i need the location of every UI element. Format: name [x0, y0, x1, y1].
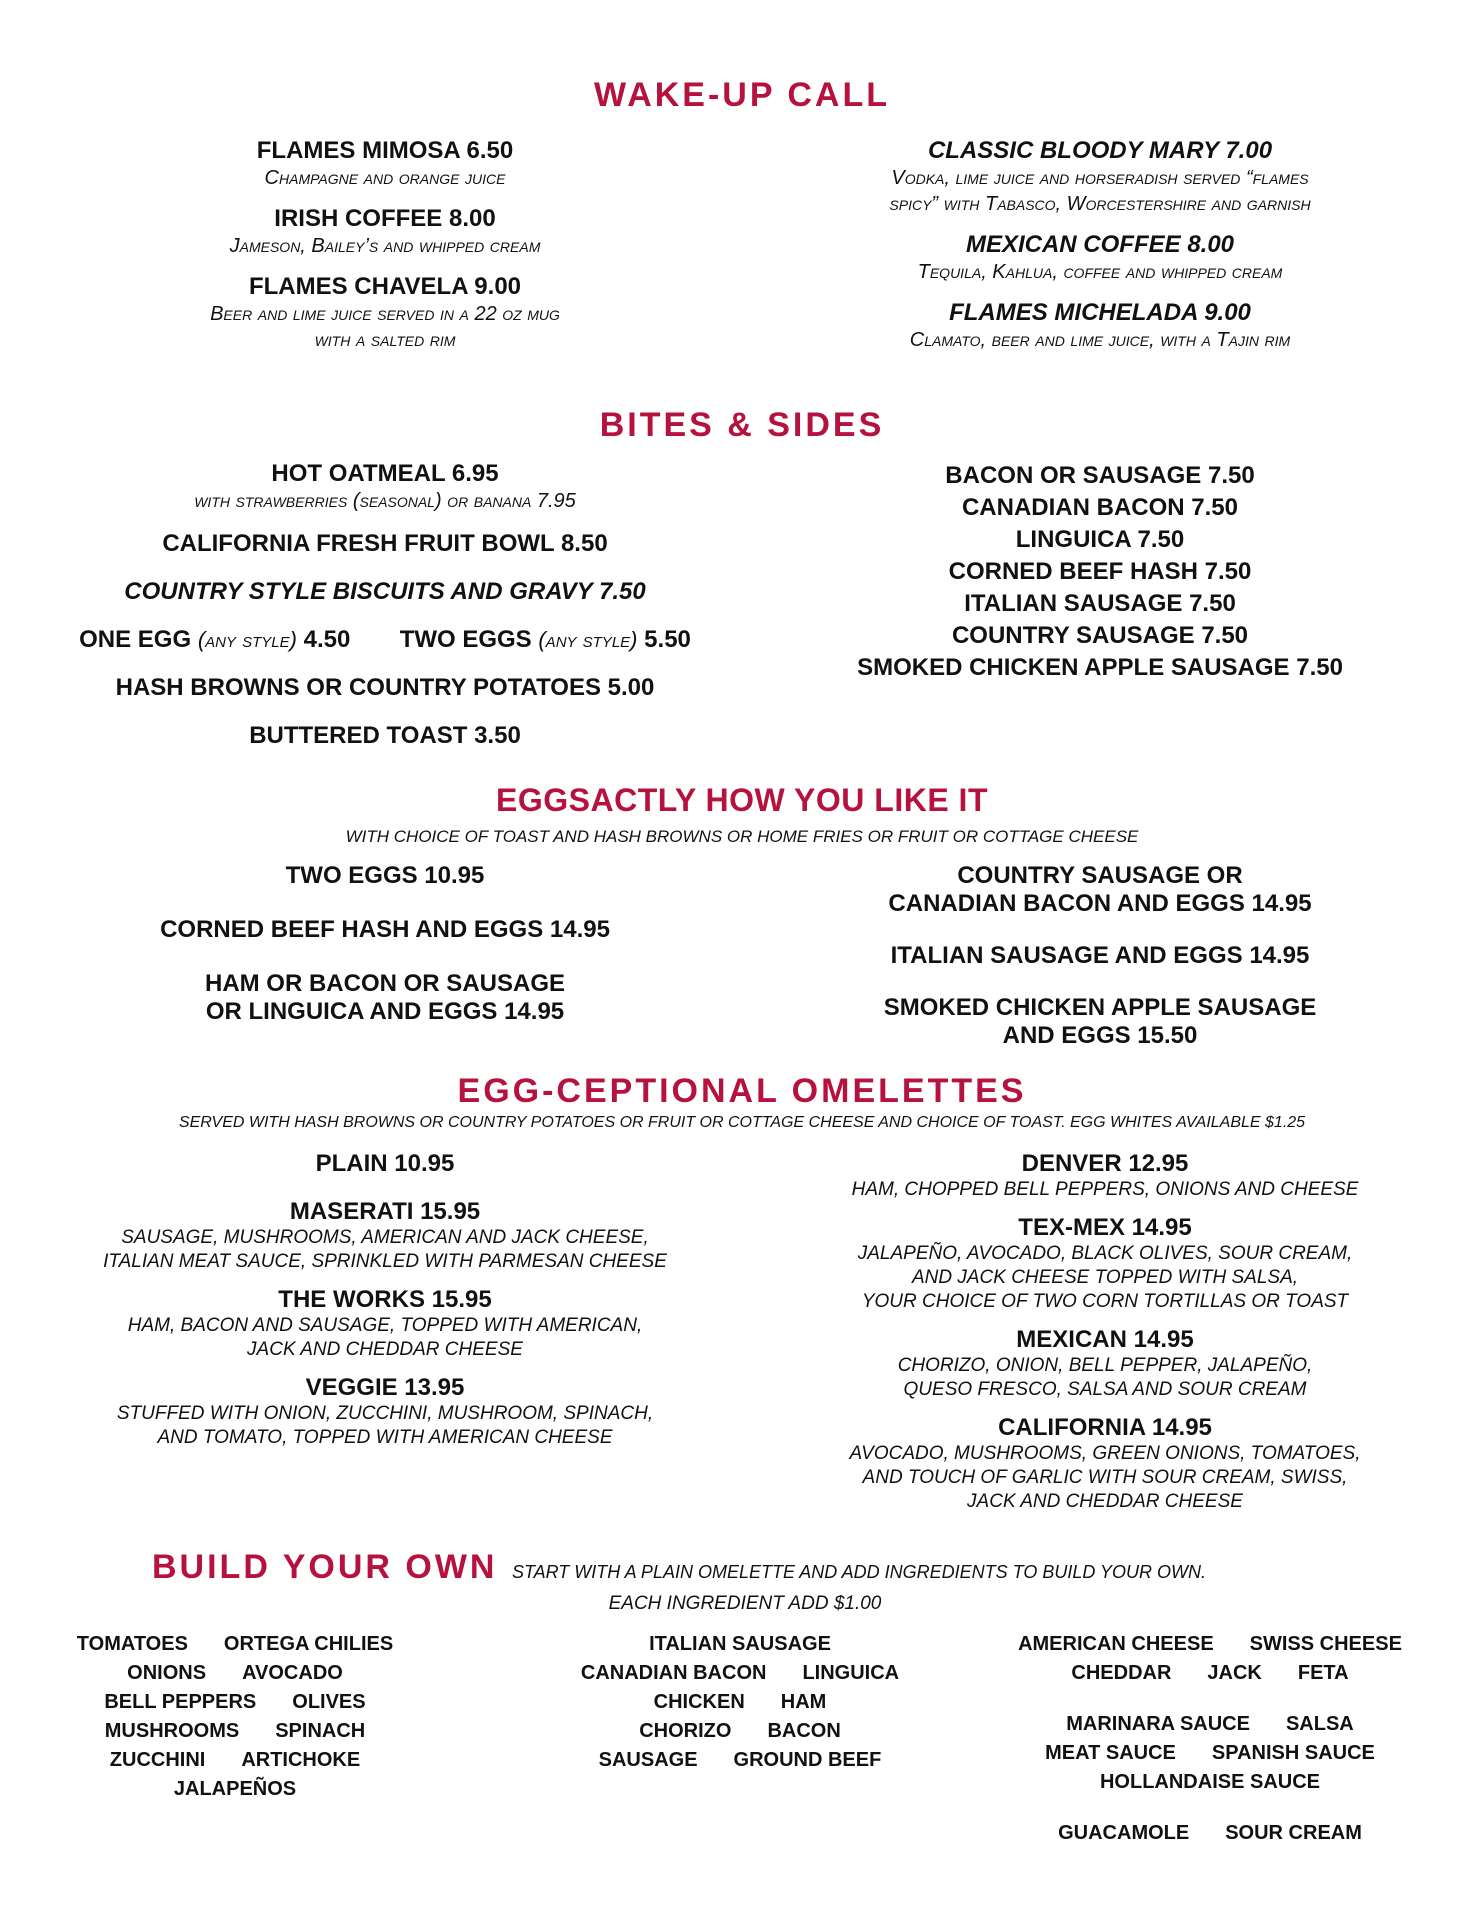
one-egg-note: (any style) [197, 627, 297, 652]
ingredient: CHORIZO [639, 1720, 732, 1742]
ingredient-row [60, 1659, 410, 1688]
ingredient: TOMATOES [76, 1633, 188, 1655]
section-title-wake-up-call: WAKE-UP CALL [593, 76, 891, 114]
ingredient-row [540, 1659, 940, 1688]
ingredient-row [60, 1688, 410, 1717]
menu-item [40, 1198, 730, 1274]
item-description: CHORIZO, ONION, BELL PEPPER, JALAPEÑO, [897, 1355, 1313, 1376]
menu-item [30, 460, 740, 514]
one-egg-price: 4.50 [303, 626, 351, 653]
omelettes-left-column [40, 1150, 730, 1450]
ingredient-row [980, 1659, 1440, 1688]
eggs-line [30, 626, 740, 654]
ingredient: FETA [1297, 1662, 1349, 1684]
topping-list [980, 1819, 1440, 1848]
item-name: TEX-MEX 14.95 [1018, 1214, 1192, 1241]
item-name: FLAMES CHAVELA 9.00 [248, 273, 522, 300]
ingredient: ARTICHOKE [241, 1749, 361, 1771]
item-name: TWO EGGS 10.95 [285, 862, 485, 889]
build-note-price: EACH INGREDIENT ADD $1.00 [608, 1593, 882, 1614]
menu-item [760, 1214, 1450, 1314]
item-name: HOT OATMEAL 6.95 [271, 460, 499, 487]
menu-item [50, 137, 720, 191]
ingredient: ONIONS [127, 1662, 207, 1684]
ingredient: BELL PEPPERS [104, 1691, 257, 1713]
item-description: Clamato, beer and lime juice, with a Tajin rim [909, 329, 1291, 351]
ingredient: GUACAMOLE [1058, 1822, 1190, 1844]
item-name: COUNTRY STYLE BISCUITS AND GRAVY 7.50 [124, 578, 646, 605]
item-description: AND TOMATO, TOPPED WITH AMERICAN CHEESE [157, 1427, 613, 1448]
ingredient: MEAT SAUCE [1045, 1742, 1176, 1764]
ingredient: MARINARA SAUCE [1066, 1713, 1250, 1735]
side-item: CANADIAN BACON 7.50 [961, 494, 1239, 521]
section-title-bites-and-sides: BITES & SIDES [599, 406, 885, 444]
build-note: START WITH A PLAIN OMELETTE AND ADD INGREDIENTS TO BUILD YOUR OWN. [511, 1562, 1207, 1582]
ingredient: AMERICAN CHEESE [1018, 1633, 1214, 1655]
item-description: AND TOUCH OF GARLIC WITH SOUR CREAM, SWISS, [862, 1467, 1348, 1488]
item-name: ITALIAN SAUSAGE AND EGGS 14.95 [890, 942, 1310, 969]
ingredient-row [60, 1630, 410, 1659]
item-name: HASH BROWNS OR COUNTRY POTATOES 5.00 [115, 674, 655, 701]
item-name: FLAMES MIMOSA 6.50 [256, 137, 514, 164]
menu-item [40, 1374, 730, 1450]
item-name: BUTTERED TOAST 3.50 [249, 722, 521, 749]
item-description: STUFFED WITH ONION, ZUCCHINI, MUSHROOM, SPINACH, [116, 1403, 654, 1424]
item-name: MASERATI 15.95 [289, 1198, 481, 1225]
ingredient-row [540, 1630, 940, 1659]
ingredient: MUSHROOMS [104, 1720, 240, 1742]
menu-item [760, 1414, 1450, 1514]
item-description: JALAPEÑO, AVOCADO, BLACK OLIVES, SOUR CREAM, [857, 1243, 1353, 1264]
omelettes-right-column [760, 1150, 1450, 1514]
ingredient: OLIVES [292, 1691, 366, 1713]
item-description: Tequila, Kahlua, coffee and whipped cream [917, 261, 1283, 283]
wakeup-right-column [760, 137, 1440, 353]
two-eggs-note: (any style) [538, 627, 638, 652]
wakeup-left-column [50, 137, 720, 353]
menu-item [760, 137, 1440, 217]
menu-item [760, 1150, 1450, 1202]
item-description: HAM, BACON AND SAUSAGE, TOPPED WITH AMERICAN, [127, 1315, 643, 1336]
item-name: CANADIAN BACON AND EGGS 14.95 [888, 890, 1312, 917]
item-description: Beer and lime juice served in a 22 oz mug [210, 303, 560, 325]
build-column-cheese-sauces [980, 1630, 1440, 1848]
ingredient: HAM [780, 1691, 827, 1713]
ingredient: CANADIAN BACON [580, 1662, 767, 1684]
item-name: FLAMES MICHELADA 9.00 [949, 299, 1251, 326]
item-name: CALIFORNIA 14.95 [998, 1414, 1212, 1441]
menu-item [760, 862, 1440, 918]
ingredient: ORTEGA CHILIES [223, 1633, 394, 1655]
item-name: MEXICAN COFFEE 8.00 [965, 231, 1235, 258]
ingredient: SAUSAGE [598, 1749, 698, 1771]
section-title-build-your-own: BUILD YOUR OWN [152, 1548, 498, 1586]
item-description: AND JACK CHEESE TOPPED WITH SALSA, [911, 1267, 1299, 1288]
ingredient: ZUCCHINI [109, 1749, 206, 1771]
item-name: CORNED BEEF HASH AND EGGS 14.95 [160, 916, 610, 943]
ingredient-row [980, 1768, 1440, 1797]
ingredient-row [980, 1710, 1440, 1739]
menu-item [50, 862, 720, 890]
side-item: SMOKED CHICKEN APPLE SAUSAGE 7.50 [857, 654, 1343, 681]
sauce-list [980, 1710, 1440, 1797]
ingredient-row [540, 1746, 940, 1775]
ingredient-row [540, 1688, 940, 1717]
ingredient: SOUR CREAM [1225, 1822, 1362, 1844]
ingredient: AVOCADO [242, 1662, 343, 1684]
menu-item [50, 970, 720, 1026]
ingredient: JACK [1207, 1662, 1262, 1684]
item-description: JACK AND CHEDDAR CHEESE [247, 1339, 523, 1360]
item-name: CLASSIC BLOODY MARY 7.00 [927, 137, 1273, 164]
two-eggs-label: TWO EGGS [399, 626, 532, 653]
item-description: Vodka, lime juice and horseradish served “flames [891, 167, 1309, 189]
cheese-list [980, 1630, 1440, 1688]
ingredient-row [60, 1746, 410, 1775]
ingredient: GROUND BEEF [733, 1749, 882, 1771]
item-name: MEXICAN 14.95 [1016, 1326, 1194, 1353]
item-name: PLAIN 10.95 [315, 1150, 455, 1177]
ingredient: LINGUICA [802, 1662, 900, 1684]
item-name: OR LINGUICA AND EGGS 14.95 [205, 998, 565, 1025]
build-column-meats [540, 1630, 940, 1775]
menu-item [760, 231, 1440, 285]
ingredient-row [540, 1717, 940, 1746]
ingredient: HOLLANDAISE SAUCE [1099, 1771, 1320, 1793]
menu-item [50, 273, 720, 353]
ingredient: SPINACH [275, 1720, 366, 1742]
item-name: HAM OR BACON OR SAUSAGE [204, 970, 565, 997]
menu-item [760, 299, 1440, 353]
bites-left-column [30, 460, 740, 750]
ingredient: SWISS CHEESE [1249, 1633, 1402, 1655]
item-name: AND EGGS 15.50 [1002, 1022, 1198, 1049]
side-item: LINGUICA 7.50 [1015, 526, 1185, 553]
menu-item [760, 1326, 1450, 1402]
side-item: BACON OR SAUSAGE 7.50 [945, 462, 1255, 489]
ingredient: SPANISH SAUCE [1211, 1742, 1375, 1764]
item-description: HAM, CHOPPED BELL PEPPERS, ONIONS AND CHEESE [851, 1179, 1359, 1200]
ingredient-row [980, 1739, 1440, 1768]
ingredient: BACON [767, 1720, 841, 1742]
item-name: DENVER 12.95 [1021, 1150, 1189, 1177]
item-name: THE WORKS 15.95 [278, 1286, 492, 1313]
item-description: spicy” with Tabasco, Worcestershire and garnish [889, 193, 1311, 215]
ingredient-row [980, 1819, 1440, 1848]
menu-item [760, 942, 1440, 970]
menu-item [40, 1286, 730, 1362]
item-description: with strawberries (seasonal) or banana 7.95 [194, 490, 576, 512]
build-column-veggies [60, 1630, 410, 1804]
item-description: JACK AND CHEDDAR CHEESE [967, 1491, 1243, 1512]
one-egg-label: ONE EGG [79, 626, 192, 653]
item-name: CALIFORNIA FRESH FRUIT BOWL 8.50 [162, 530, 608, 557]
ingredient-row [980, 1630, 1440, 1659]
ingredient: CHEDDAR [1071, 1662, 1172, 1684]
ingredient: CHICKEN [653, 1691, 745, 1713]
item-description: SAUSAGE, MUSHROOMS, AMERICAN AND JACK CHEESE, [121, 1227, 649, 1248]
ingredient-row [60, 1717, 410, 1746]
menu-item [40, 1150, 730, 1178]
ingredient: JALAPEÑOS [173, 1778, 297, 1800]
eggs-left-column [50, 862, 720, 1026]
side-item: COUNTRY SAUSAGE 7.50 [951, 622, 1249, 649]
side-item: CORNED BEEF HASH 7.50 [948, 558, 1252, 585]
section-title-omelettes: EGG-CEPTIONAL OMELETTES [457, 1072, 1027, 1110]
eggs-right-column [760, 862, 1440, 1050]
side-item: ITALIAN SAUSAGE 7.50 [964, 590, 1236, 617]
item-name: VEGGIE 13.95 [305, 1374, 465, 1401]
two-eggs-price: 5.50 [644, 626, 691, 653]
item-name: IRISH COFFEE 8.00 [274, 205, 496, 232]
section-subtitle: SERVED WITH HASH BROWNS OR COUNTRY POTATOES OR FRUIT OR COTTAGE CHEESE AND CHOICE OF TOAST. EGG WHITES AVAILABLE $1.25 [178, 1114, 1306, 1131]
menu-item [50, 916, 720, 944]
menu-item [760, 994, 1440, 1050]
build-your-own-header [152, 1548, 1206, 1587]
section-title-eggsactly: EGGSACTLY HOW YOU LIKE IT [496, 782, 988, 818]
item-description: Jameson, Bailey’s and whipped cream [229, 235, 541, 257]
item-description: ITALIAN MEAT SAUCE, SPRINKLED WITH PARMESAN CHEESE [103, 1251, 667, 1272]
item-description: QUESO FRESCO, SALSA AND SOUR CREAM [903, 1379, 1307, 1400]
section-subtitle: WITH CHOICE OF TOAST AND HASH BROWNS OR HOME FRIES OR FRUIT OR COTTAGE CHEESE [345, 827, 1139, 846]
item-description: AVOCADO, MUSHROOMS, GREEN ONIONS, TOMATOES, [849, 1443, 1361, 1464]
ingredient: SALSA [1285, 1713, 1354, 1735]
ingredient-row [60, 1775, 410, 1804]
item-description: with a salted rim [314, 329, 456, 351]
item-description: Champagne and orange juice [264, 167, 506, 189]
ingredient: ITALIAN SAUSAGE [649, 1633, 831, 1655]
item-name: COUNTRY SAUSAGE OR [957, 862, 1243, 889]
item-description: YOUR CHOICE OF TWO CORN TORTILLAS OR TOAST [861, 1291, 1349, 1312]
menu-item [50, 205, 720, 259]
bites-right-column [760, 460, 1440, 684]
item-name: SMOKED CHICKEN APPLE SAUSAGE [883, 994, 1317, 1021]
